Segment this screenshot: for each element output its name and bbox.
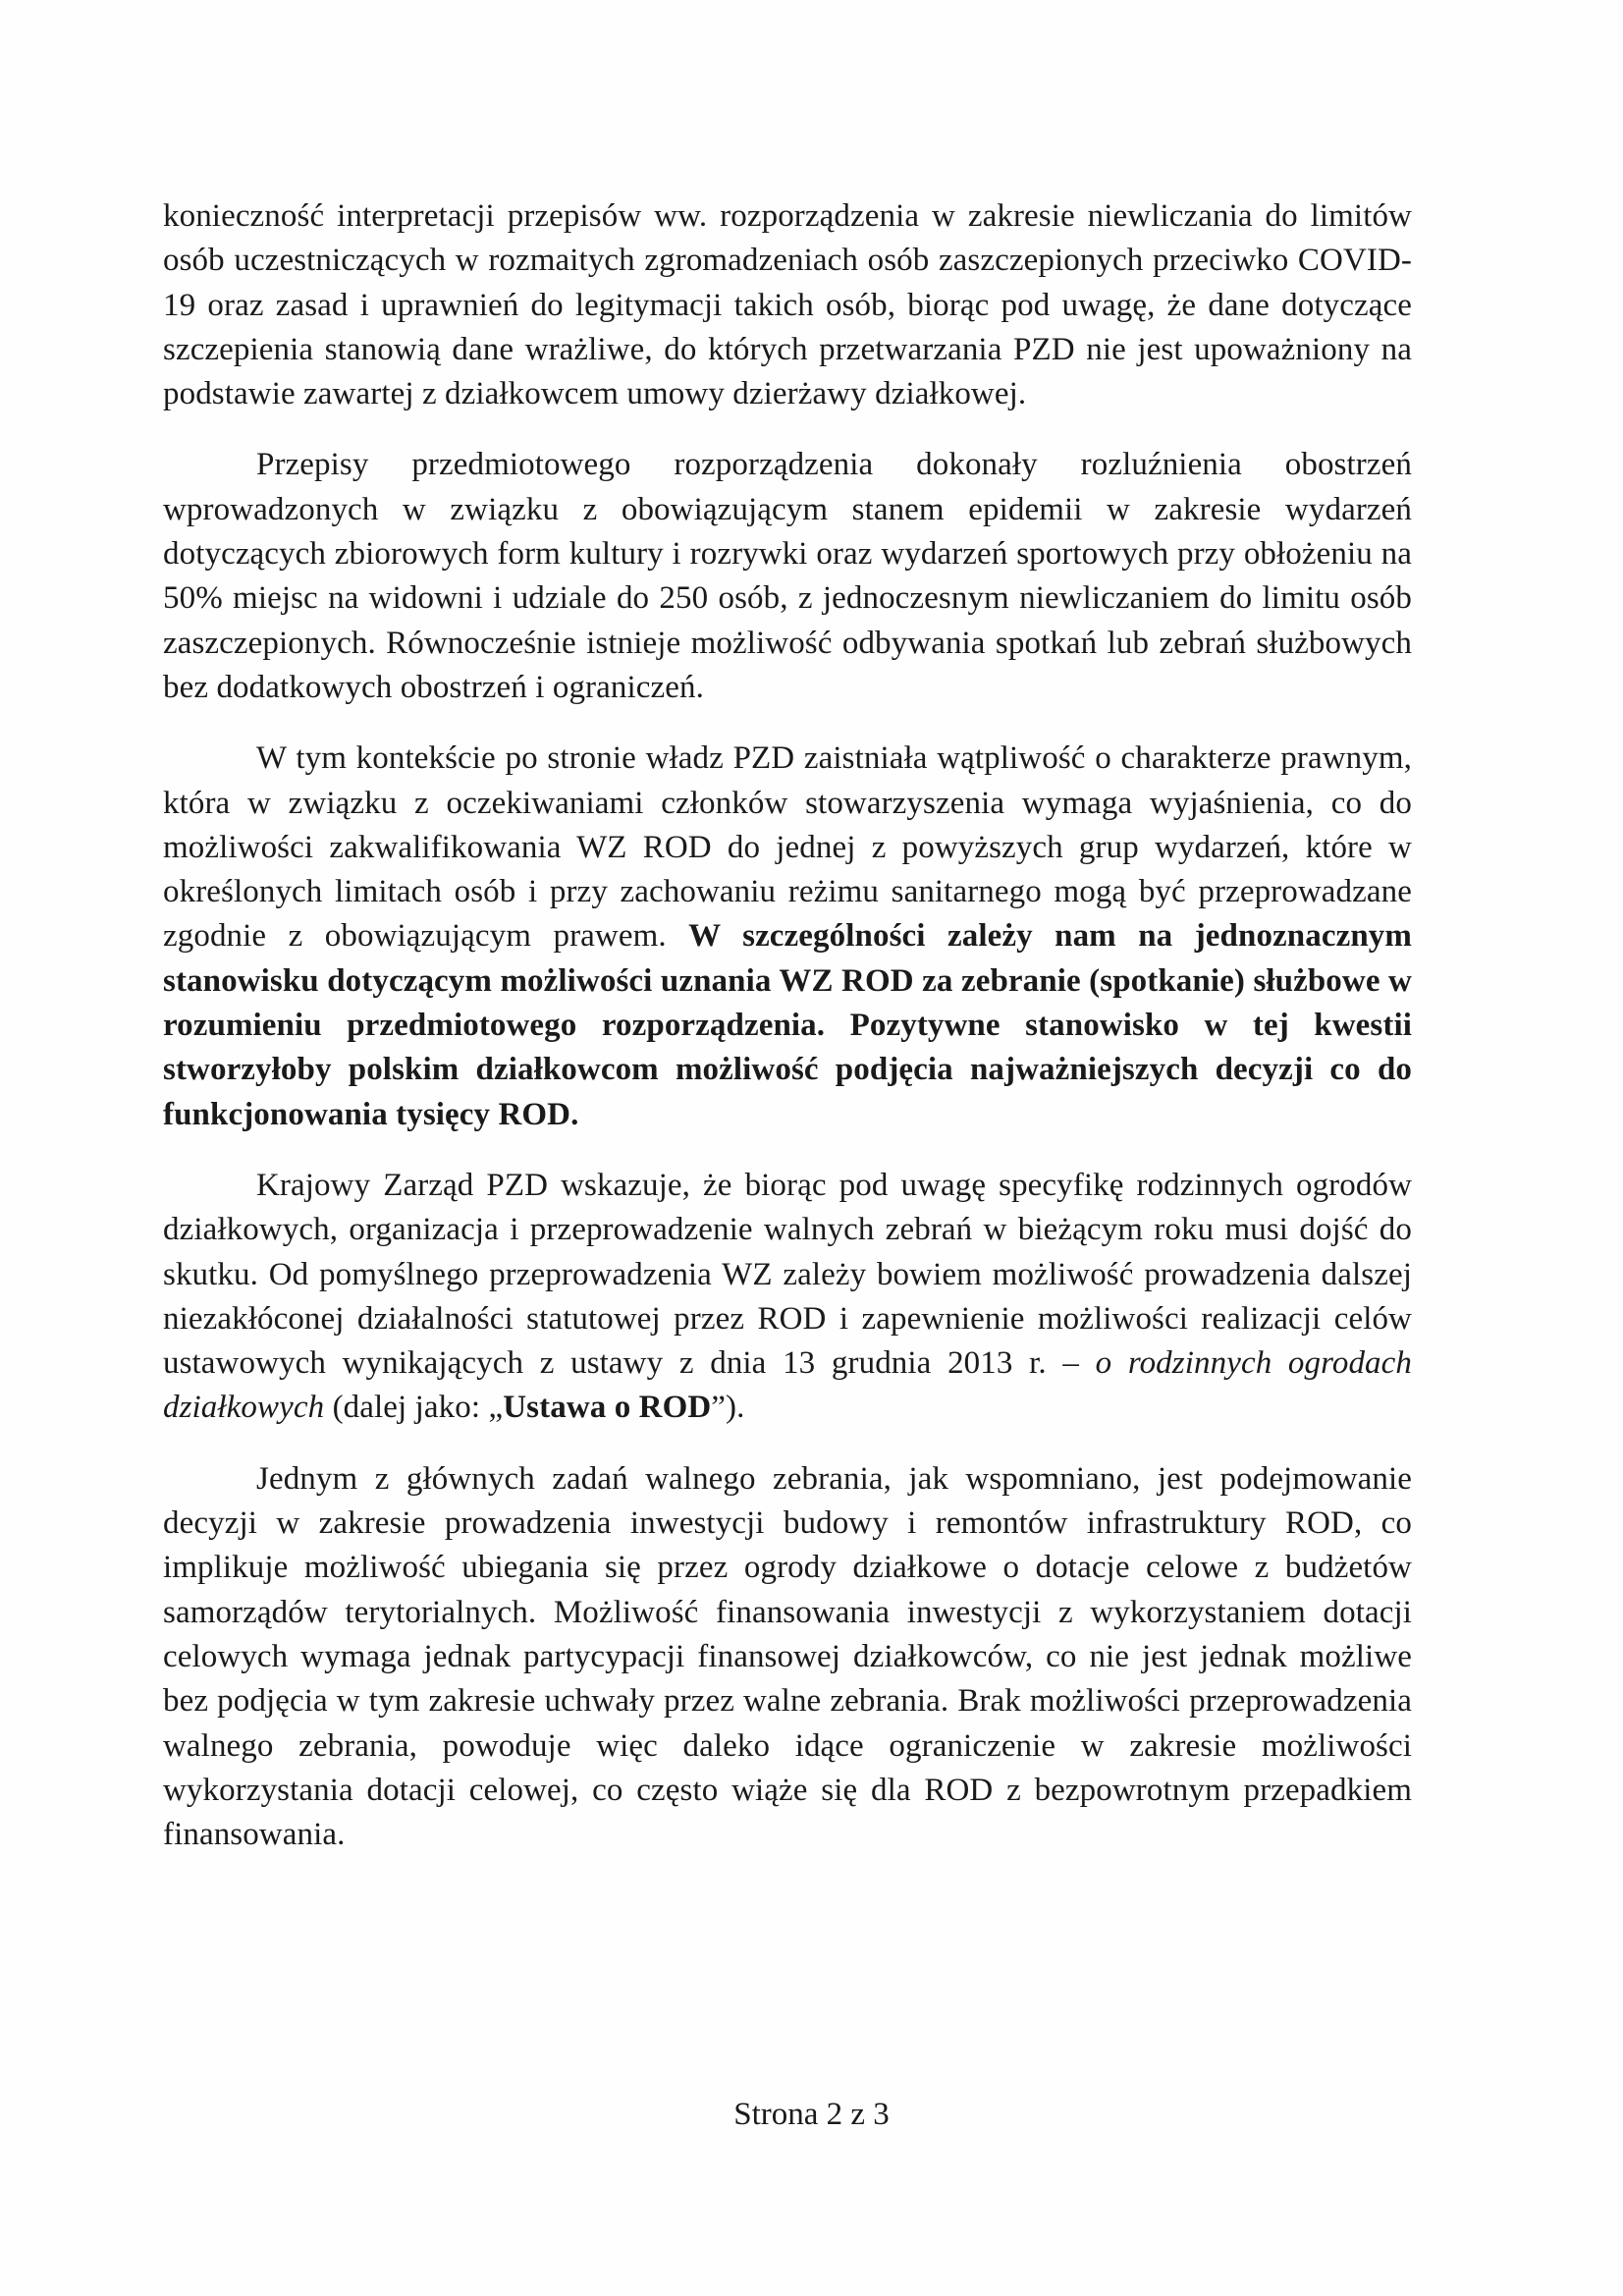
act-alias-prefix: (dalej jako: „ — [332, 1390, 504, 1426]
document-body — [163, 194, 1412, 1857]
national-board-text: Krajowy Zarząd PZD wskazuje, że biorąc pod uwagę specyfikę rodzinnych ogrodów działkowych, organizacja i przeprowadzenie walnych zebrań w bieżącym roku musi dojść do skutku. Od pomyślnego przeprowadzenia WZ zależy bowiem możliwość prowadzenia dalszej niezakłóconej działalności statutowej przez ROD i zapewnienie możliwości realizacji celów ustawowych wynikających z ustawy z dnia 13 grudnia 2013 r. – — [163, 1167, 1412, 1382]
legal-doubt-text: W tym kontekście po stronie władz PZD zaistniała wątpliwość o charakterze prawnym, która w związku z oczekiwaniami członków stowarzyszenia wymaga wyjaśnienia, co do możliwości zakwalifikowania WZ ROD do jednej z powyższych grup wydarzeń, które w określonych limitach osób i przy zachowaniu reżimu sanitarnego mogą być przeprowadzane zgodnie z obowiązującym prawem. — [163, 740, 1412, 955]
act-alias: Ustawa o ROD — [503, 1390, 712, 1426]
act-alias-suffix: ”). — [711, 1390, 745, 1426]
paragraph-regulation-relaxation: Przepisy przedmiotowego rozporządzenia dokonały rozluźnienia obostrzeń wprowadzonych w związku z obowiązującym stanem epidemii w zakresie wydarzeń dotyczących zbiorowych form kultury i rozrywki oraz wydarzeń sportowych przy obłożeniu na 50% miejsc na widowni i udziale do 250 osób, z jednoczesnym niewliczaniem do limitu osób zaszczepionych. Równocześnie istnieje możliwość odbywania spotkań lub zebrań służbowych bez dodatkowych obostrzeń i ograniczeń. — [163, 447, 1412, 705]
page-number: Strona 2 z 3 — [733, 2097, 890, 2132]
paragraph-national-board — [163, 1164, 1412, 1431]
paragraph-legal-doubt — [163, 737, 1412, 1137]
paragraph-general-meeting-tasks: Jednym z głównych zadań walnego zebrania, jak wspomniano, jest podejmowanie decyzji w zakresie prowadzenia inwestycji budowy i remontów infrastruktury ROD, co implikuje możliwość ubiegania się przez ogrody działkowe o dotacje celowe z budżetów samorządów terytorialnych. Możliwość finansowania inwestycji z wykorzystaniem dotacji celowych wymaga jednak partycypacji finansowej działkowców, co nie jest jednak możliwe bez podjęcia w tym zakresie uchwały przez walne zebrania. Brak możliwości przeprowadzenia walnego zebrania, powoduje więc daleko idące ograniczenie w zakresie możliwości wykorzystania dotacji celowej, co często wiąże się dla ROD z bezpowrotnym przepadkiem finansowania. — [163, 1460, 1412, 1853]
legal-doubt-emphasis: W szczególności zależy nam na jednoznacznym stanowisku dotyczącym możliwości uznania WZ ROD za zebranie (spotkanie) służbowe w rozumieniu przedmiotowego rozporządzenia. Pozytywne stanowisko w tej kwestii stworzyłoby polskim działkowcom możliwość podjęcia najważniejszych decyzji co do funkcjonowania tysięcy ROD. — [163, 918, 1412, 1132]
act-title: o rodzinnych ogrodach działkowych — [163, 1345, 1412, 1426]
paragraph-continuation: konieczność interpretacji przepisów ww. rozporządzenia w zakresie niewliczania do limitów osób uczestniczących w rozmaitych zgromadzeniach osób zaszczepionych przeciwko COVID-19 oraz zasad i uprawnień do legitymacji takich osób, biorąc pod uwagę, że dane dotyczące szczepienia stanowią dane wrażliwe, do których przetwarzania PZD nie jest upoważniony na podstawie zawartej z działkowcem umowy dzierżawy działkowej. — [163, 198, 1412, 412]
